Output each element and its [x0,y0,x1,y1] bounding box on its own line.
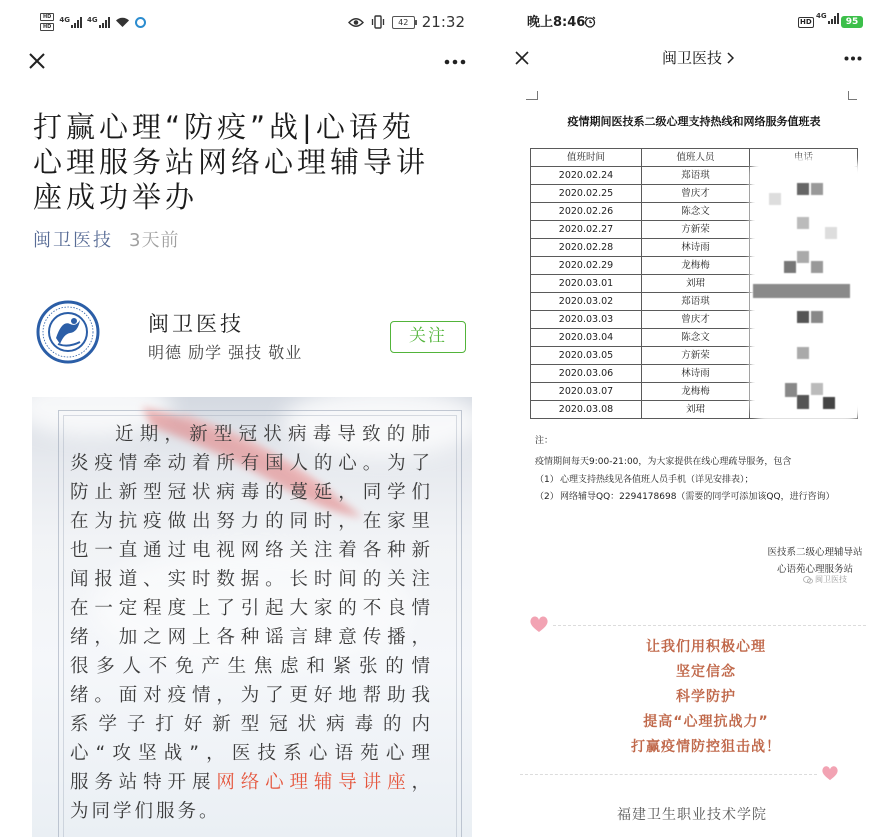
cell-staff: 陈念文 [642,203,750,221]
watermark-text: 闽卫医技 [815,575,847,584]
signature [755,544,875,578]
note-line [535,490,835,504]
cell-staff: 方新荣 [642,221,750,239]
dashed-divider [553,625,866,626]
cell-date: 2020.03.03 [531,311,642,329]
cell-staff: 林诗雨 [642,365,750,383]
cell-date: 2020.02.26 [531,203,642,221]
body-text-line: 心“攻坚战”，医技系心语苑心理 [70,743,430,764]
body-text-line: 在一定程度上了引起大家的不良情 [70,598,430,619]
signal-bar [105,20,107,28]
slogan-line: 让我们用积极心理 [646,639,766,655]
cell-date: 2020.03.08 [531,401,642,419]
status-time: 21:32 [421,13,465,31]
account-name[interactable]: 闽卫医技 [148,312,244,336]
cell-staff: 刘珺 [642,275,750,293]
nav-title: 闽卫医技 [661,49,722,67]
mosaic-block [769,193,781,205]
body-text-line: 近期，新型冠状病毒导致的肺 [115,424,430,445]
signal-icon [87,17,110,28]
article-meta [33,230,179,252]
signal-bar [831,19,833,24]
mosaic-block [811,311,823,323]
body-text-line: 防止新型冠状病毒的蔓延，同学们 [70,482,430,503]
eye-icon [348,17,364,28]
alarm-icon [584,16,596,28]
cell-staff: 刘珺 [642,401,750,419]
hd-badge: HD [800,18,812,26]
schedule-title: 疫情期间医技系二级心理支持热线和网络服务值班表 [567,115,821,128]
signal-bars [828,13,839,24]
right-article-screen [505,0,891,837]
mosaic-block [823,397,835,409]
more-icon[interactable] [444,59,466,65]
heart-icon [821,765,839,781]
body-text-line [70,768,430,797]
cell-date: 2020.03.01 [531,275,642,293]
nav-account-link[interactable] [598,48,798,68]
cell-date: 2020.02.25 [531,185,642,203]
cell-staff: 郑语琪 [642,167,750,185]
school-logo-icon[interactable] [36,300,100,364]
note-text: 疫情期间每天9:00-21:00，为大家提供在线心理疏导服务，包含 [535,457,792,467]
crop-mark [537,91,538,100]
battery-indicator: 95 [841,16,863,28]
signal-bar [77,20,79,28]
mosaic-block [797,217,809,229]
heart-icon [529,615,549,633]
slogan-line: 科学防护 [676,689,736,705]
body-text-segment: ， [411,772,430,793]
cell-staff: 郑语琪 [642,293,750,311]
battery-indicator: 42 [392,16,415,29]
header-staff: 值班人员 [642,149,750,167]
article-title-line: 打赢心理“防疫”战|心语苑 [33,110,415,144]
signal-bar [102,23,104,28]
note-prefix: （1） [535,475,559,485]
follow-button[interactable]: 关注 [390,321,466,353]
mosaic-block [811,383,823,395]
body-text-line: 也一直通过电视网络关注着各种新 [70,540,430,561]
hd-badge: HD [40,23,54,31]
signal-bar [828,21,830,24]
crop-mark [848,91,849,100]
body-text-line: 为同学们服务。 [70,801,221,822]
cell-staff: 陈念文 [642,329,750,347]
status-time: 晚上8:46 [527,15,586,30]
article-body-text [70,420,430,826]
signal-icon [816,13,839,24]
close-icon[interactable] [28,52,46,70]
notes-label: 注： [535,436,554,446]
slogan-line: 提高“心理抗战力” [643,714,769,730]
cell-date: 2020.02.24 [531,167,642,185]
hd-call-icon [40,13,54,31]
mosaic-block [797,251,809,263]
slogan-line: 坚定信念 [676,664,736,680]
hd-badge: HD [40,13,54,21]
signal-bar [74,23,76,28]
body-text-line: 很多人不免产生焦虑和紧张的情 [70,656,430,677]
signal-bars [71,17,82,28]
network-type-label: 4G [86,15,98,24]
mosaic-block [797,347,809,359]
highlighted-lecture-text: 网络心理辅导讲座 [216,772,412,793]
watermark [803,575,847,585]
slogan-line: 打赢疫情防控狙击战！ [631,739,781,755]
body-text-line: 在为抗疫做出努力的同时，在家里 [70,511,430,532]
note-prefix: （2） [535,492,559,502]
article-image [32,397,472,837]
signal-bar [71,25,73,28]
signal-bar [108,17,110,28]
mosaic-block [811,183,823,195]
cell-date: 2020.03.04 [531,329,642,347]
body-text-line: 绪，加之网上各种谣言肆意传播， [70,627,430,648]
body-text-segment: 服务站特开展 [70,772,217,793]
mosaic-block [797,311,809,323]
app-notification-icon [135,17,146,28]
cell-staff: 龙梅梅 [642,383,750,401]
cell-date: 2020.02.27 [531,221,642,239]
mosaic-block [797,395,809,409]
slogan [556,635,856,760]
header-date: 值班时间 [531,149,642,167]
wechat-icon [803,576,813,584]
network-type-label: 4G [59,15,70,24]
note-text: 网络辅导QQ：2294178698（需要的同学可添加该QQ，进行咨询） [560,492,835,502]
article-title-line: 座成功举办 [33,180,199,214]
status-bar-left-cluster [40,13,146,31]
cell-staff: 林诗雨 [642,239,750,257]
article-title-line: 心理服务站网络心理辅导讲 [33,145,430,179]
account-link[interactable]: 闽卫医技 [33,230,113,251]
body-text-line: 系学子打好新型冠状病毒的内 [70,714,430,735]
cell-date: 2020.03.07 [531,383,642,401]
signal-bar [837,13,839,24]
mosaic-block [784,261,796,273]
signal-bars [99,17,110,28]
cell-staff: 方新荣 [642,347,750,365]
account-motto: 明德 励学 强技 敬业 [148,343,303,362]
network-type-label: 4G [816,12,827,20]
cell-date: 2020.03.02 [531,293,642,311]
close-icon[interactable] [515,51,529,65]
crop-mark [848,99,857,100]
publish-time: 3天前 [129,230,180,251]
note-line [535,455,791,469]
cell-staff: 龙梅梅 [642,257,750,275]
note-line [535,473,754,487]
signal-bar [99,25,101,28]
note-text: 心理支持热线见各值班人员手机（详见安排表）； [560,475,754,485]
cell-date: 2020.03.05 [531,347,642,365]
cell-date: 2020.02.28 [531,239,642,257]
cell-date: 2020.03.06 [531,365,642,383]
cell-staff: 曾庆才 [642,311,750,329]
body-text-line: 绪。面对疫情，为了更好地帮助我 [70,685,430,706]
body-text-line: 闻报道、实时数据。长时间的关注 [70,569,430,590]
signature-line: 医技系二级心理辅导站 [767,547,863,558]
cell-date: 2020.02.29 [531,257,642,275]
mosaic-block [785,383,797,397]
cell-staff: 曾庆才 [642,185,750,203]
signature-line: 心语苑心理服务站 [776,564,853,575]
signal-icon [59,17,82,28]
signal-bar [80,17,82,28]
mosaic-block [811,261,823,273]
mosaic-block [825,227,837,239]
article-title [33,110,429,215]
body-text-line: 炎疫情牵动着所有国人的心。为了 [70,453,430,474]
vibrate-icon [371,15,385,29]
school-name-footer: 福建卫生职业技术学院 [617,807,767,823]
phone-mosaic-redaction [755,163,858,416]
mosaic-block [797,183,809,195]
dashed-divider [520,774,817,775]
chevron-right-icon [727,52,734,64]
mosaic-block [753,284,850,298]
wifi-icon [115,16,130,28]
status-bar-right-cluster [348,13,465,31]
signal-bar [834,16,836,24]
header-phone: 电话 [750,149,858,167]
crop-mark [526,99,537,100]
more-icon[interactable] [844,56,862,61]
